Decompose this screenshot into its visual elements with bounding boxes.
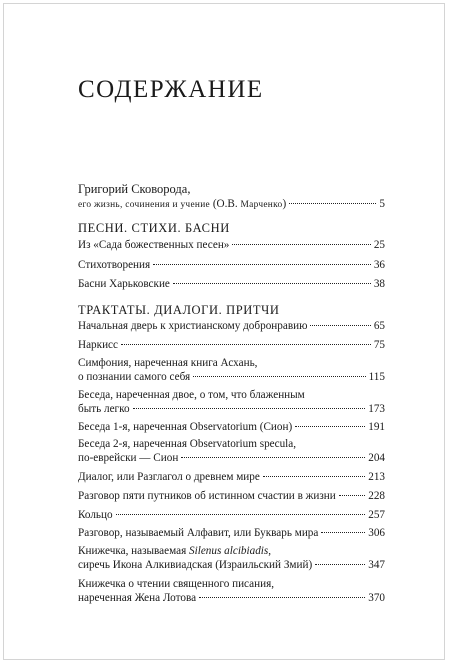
toc-entry-title: Разговор, называемый Алфавит, или Букварь мира: [78, 527, 319, 539]
toc-entry-title: по-еврейски — Сион: [78, 452, 179, 464]
dot-leader: [133, 408, 366, 409]
dot-leader: [315, 564, 365, 565]
dot-leader: [153, 264, 371, 265]
page-number: 347: [368, 559, 385, 571]
page-number: 306: [368, 527, 385, 539]
toc-entry[interactable]: [78, 592, 385, 606]
toc-entry[interactable]: [78, 559, 385, 573]
toc-entry[interactable]: [78, 452, 385, 466]
line-suffix: ,: [268, 545, 272, 557]
toc-entry-first-line: Беседа, нареченная двое, о том, что блаженным: [78, 389, 305, 401]
page-number: 370: [368, 592, 385, 604]
toc-entry[interactable]: [78, 509, 385, 523]
page-number: 36: [373, 259, 385, 271]
dot-leader: [232, 244, 370, 245]
toc-entry-title: Из «Сада божественных песен»: [78, 239, 230, 251]
dot-leader: [310, 325, 370, 326]
dot-leader: [116, 514, 366, 515]
toc-entry[interactable]: [78, 339, 385, 353]
page-title: СОДЕРЖАНИЕ: [78, 76, 264, 103]
dot-leader: [181, 457, 365, 458]
toc-entry-first-line: Беседа 2-я, нареченная Observatorium specula,: [78, 438, 297, 450]
toc-entry-first-line: Симфония, нареченная книга Асхань,: [78, 357, 258, 369]
dot-leader: [121, 344, 371, 345]
dot-leader: [339, 495, 365, 496]
toc-entry-intro[interactable]: [78, 198, 385, 212]
toc-entry[interactable]: [78, 490, 385, 504]
toc-entry[interactable]: [78, 371, 385, 385]
toc-entry-title: Диалог, или Разглагол о древнем мире: [78, 471, 260, 483]
author-close: ): [282, 198, 287, 210]
toc-entry-title: Начальная дверь к христианскому добронравию: [78, 320, 308, 332]
toc-entry-title: Наркисс: [78, 339, 118, 351]
dot-leader: [173, 283, 371, 284]
page-number: 65: [373, 320, 385, 332]
toc-entry[interactable]: [78, 278, 385, 292]
page-number: 228: [368, 490, 385, 502]
toc-entry-title: Стихотворения: [78, 259, 151, 271]
page-number: 25: [373, 239, 385, 251]
toc-entry-first-line: [78, 545, 271, 557]
toc-entry-title: Беседа 1-я, нареченная Observatorium (Сион): [78, 421, 293, 433]
dot-leader: [263, 476, 365, 477]
toc-entry[interactable]: [78, 259, 385, 273]
toc-entry-title: [78, 198, 286, 210]
section-heading-songs: ПЕСНИ. СТИХИ. БАСНИ: [78, 221, 230, 235]
dot-leader: [193, 376, 365, 377]
toc-entry-title: Разговор пяти путников об истинном счастии в жизни: [78, 490, 336, 502]
page-number: 75: [373, 339, 385, 351]
toc-entry-first-line: Книжечка о чтении священного писания,: [78, 578, 275, 590]
toc-entry[interactable]: [78, 403, 385, 417]
toc-entry[interactable]: [78, 471, 385, 485]
page-number: 38: [373, 278, 385, 290]
line-prefix: Книжечка, называемая: [78, 545, 190, 557]
latin-title: Silenus alcibiadis: [189, 545, 269, 557]
toc-entry-title: Басни Харьковские: [78, 278, 170, 290]
page-number: 257: [368, 509, 385, 521]
intro-subtitle: его жизнь, сочинения и учение: [78, 200, 211, 210]
author-open: (О.В.: [212, 198, 241, 210]
page-number: 115: [368, 371, 385, 383]
section-heading-treatises: ТРАКТАТЫ. ДИАЛОГИ. ПРИТЧИ: [78, 303, 280, 317]
toc-entry[interactable]: [78, 239, 385, 253]
page-number: 5: [379, 198, 385, 210]
toc-entry[interactable]: [78, 421, 385, 435]
toc-entry-title: сиречь Икона Алкивиадская (Израильский Змий): [78, 559, 313, 571]
dot-leader: [289, 203, 376, 204]
dot-leader: [199, 597, 365, 598]
toc-entry-title: нареченная Жена Лотова: [78, 592, 197, 604]
toc-entry-title: быть легко: [78, 403, 130, 415]
intro-author-line: Григорий Сковорода,: [78, 182, 191, 196]
page-number: 213: [368, 471, 385, 483]
toc-entry[interactable]: [78, 527, 385, 541]
page-number: 191: [368, 421, 385, 433]
toc-entry-title: о познании самого себя: [78, 371, 191, 383]
page-number: 173: [368, 403, 385, 415]
author-surname: Марченко: [240, 200, 283, 210]
dot-leader: [295, 426, 365, 427]
toc-entry-title: Кольцо: [78, 509, 113, 521]
dot-leader: [321, 532, 365, 533]
toc-entry[interactable]: [78, 320, 385, 334]
page-number: 204: [368, 452, 385, 464]
